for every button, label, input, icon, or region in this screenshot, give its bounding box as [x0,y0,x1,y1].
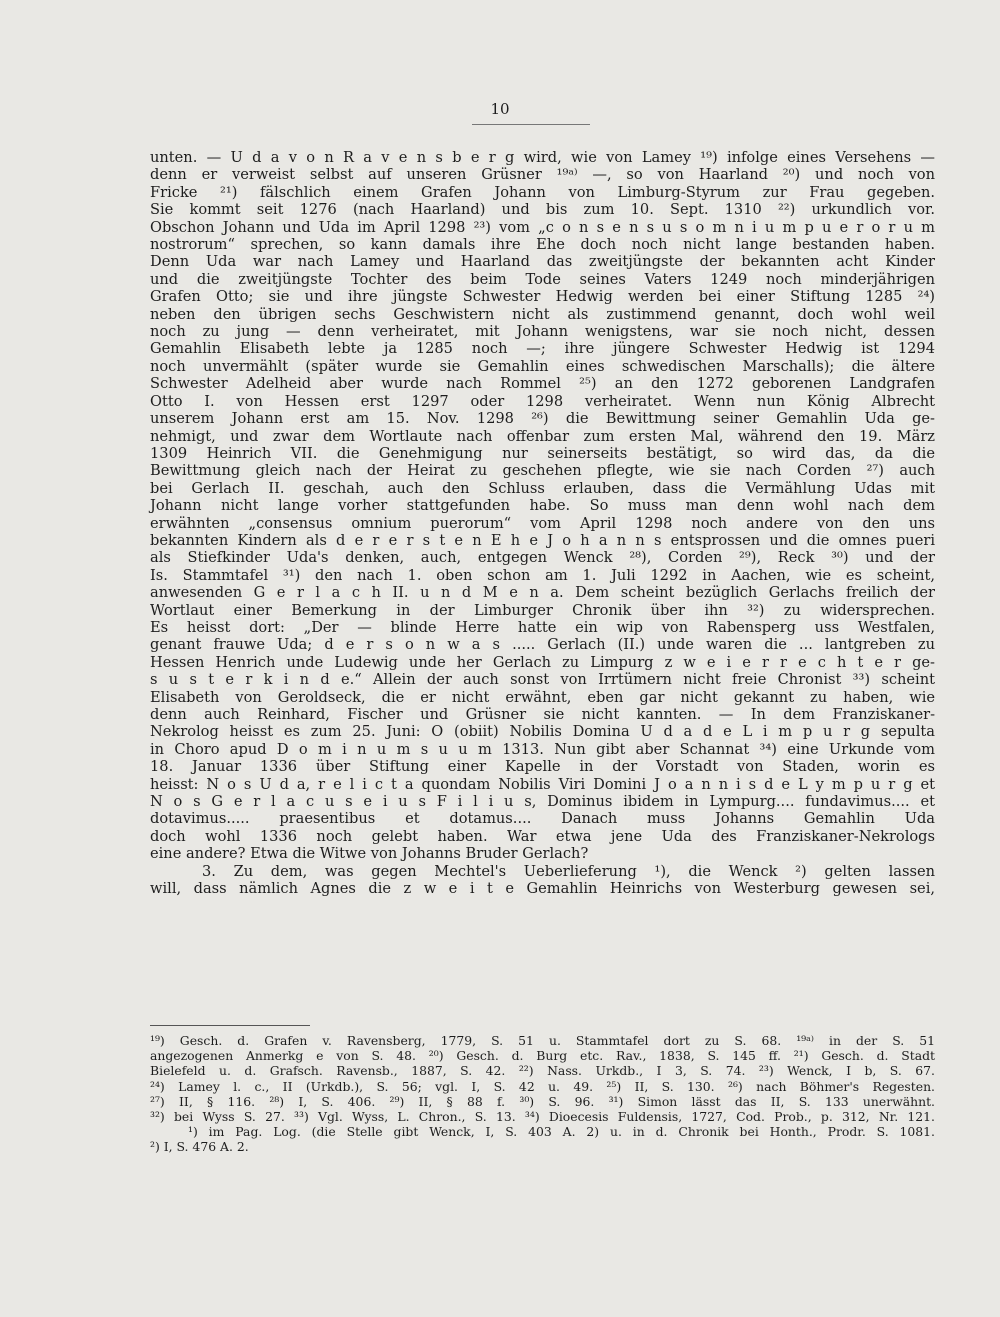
text-line: nostrorum“ sprechen, so kann damals ihre Ehe doch noch nicht lange bestanden haben. [150,236,935,254]
text-line: noch zu jung — denn verheiratet, mit Johann wenigstens, war sie noch nicht, dessen [150,323,935,341]
text-line: Otto I. von Hessen erst 1297 oder 1298 verheiratet. Wenn nun König Albrecht [150,392,935,410]
footnote-line: Bielefeld u. d. Grafsch. Ravensb., 1887, S. 42. ²²) Nass. Urkdb., I 3, S. 74. ²³) Wenck, I b, S. 67. [150,1063,935,1079]
text-line: genant frauwe Uda; d e r s o n w a s ..... Gerlach (II.) unde waren die ... lantgreben zu [150,636,935,654]
footnote-line: ²⁴) Lamey l. c., II (Urkdb.), S. 56; vgl. I, S. 42 u. 49. ²⁵) II, S. 130. ²⁶) nach Böhmer's Regesten. [150,1078,935,1094]
text-line: Fricke ²¹) fälschlich einem Grafen Johann von Limburg-Styrum zur Frau gegeben. [150,183,935,201]
text-line: erwähnten „consensus omnium puerorum“ vom April 1298 noch andere von den uns [150,514,935,532]
footnote-line: ²) I, S. 476 A. 2. [150,1139,249,1155]
text-line: Grafen Otto; sie und ihre jüngste Schwester Hedwig werden bei einer Stiftung 1285 ²⁴) [150,288,935,306]
text-line: Es heisst dort: „Der — blinde Herre hatte ein wip von Rabensperg uss Westfalen, [150,618,935,636]
text-line: dotavimus..... praesentibus et dotamus.... Danach muss Johanns Gemahlin Uda [150,810,935,828]
text-line: 1309 Heinrich VII. die Genehmigung nur seinerseits bestätigt, so wird das, da die [150,444,935,462]
text-line: noch unvermählt (später wurde sie Gemahlin eines schwedischen Marschalls); die ältere [150,357,935,375]
text-line: Sie kommt seit 1276 (nach Haarland) und bis zum 10. Sept. 1310 ²²) urkundlich vor. [150,201,935,219]
footnote-line: ¹⁹) Gesch. d. Grafen v. Ravensberg, 1779, S. 51 u. Stammtafel dort zu S. 68. ¹⁹ᵃ⁾ in der S. 51 [150,1033,935,1048]
text-line: N o s G e r l a c u s e i u s F i l i u s, Dominus ibidem in Lympurg.... fundavimus.... et [150,793,935,811]
footnote-line: angezogenen Anmerkg e von S. 48. ²⁰) Gesch. d. Burg etc. Rav., 1838, S. 145 ff. ²¹) Gesch. d. Stadt [150,1048,935,1064]
text-line: Denn Uda war nach Lamey und Haarland das zweitjüngste der bekannten acht Kinder [150,253,935,271]
text-line: bekannten Kindern als d e r e r s t e n E h e J o h a n n s entsprossen und die omnes pueri [150,531,935,549]
text-line: als Stiefkinder Uda's denken, auch, entgegen Wenck ²⁸), Corden ²⁹), Reck ³⁰) und der [150,549,935,567]
text-line: Schwester Adelheid aber wurde nach Rommel ²⁵) an den 1272 geborenen Landgrafen [150,375,935,393]
text-line: s u s t e r k i n d e.“ Allein der auch sonst von Irrtümern nicht freie Chronist ³³) scheint [150,671,935,689]
text-line: Gemahlin Elisabeth lebte ja 1285 noch —; ihre jüngere Schwester Hedwig ist 1294 [150,340,935,358]
page-number-rule [472,124,590,125]
text-line: eine andere? Etwa die Witwe von Johanns Bruder Gerlach? [150,845,589,863]
footnote-line: ¹) im Pag. Log. (die Stelle gibt Wenck, I, S. 403 A. 2) u. in d. Chronik bei Honth., Prodr. S. 1081. [188,1124,935,1140]
text-line: 18. Januar 1336 über Stiftung einer Kapelle in der Vorstadt von Staden, worin es [150,758,935,776]
text-line: Johann nicht lange vorher stattgefunden habe. So muss man denn wohl nach dem [150,497,935,515]
text-line: bei Gerlach II. geschah, auch den Schluss erlauben, dass die Vermählung Udas mit [150,479,935,497]
text-line: und die zweitjüngste Tochter des beim Tode seines Vaters 1249 noch minderjährigen [150,270,935,288]
page-number: 10 [490,100,510,118]
text-line: Nekrolog heisst es zum 25. Juni: O (obiit) Nobilis Domina U d a d e L i m p u r g sepulta [150,723,935,741]
text-line: Elisabeth von Geroldseck, die er nicht erwähnt, eben gar nicht gekannt zu haben, wie [150,688,935,706]
text-line: neben den übrigen sechs Geschwistern nicht als zustimmend genannt, doch wohl weil [150,305,935,323]
text-line: anwesenden G e r l a c h II. u n d M e n a. Dem scheint bezüglich Gerlachs freilich der [150,584,935,602]
footnote-line: ³²) bei Wyss S. 27. ³³) Vgl. Wyss, L. Chron., S. 13. ³⁴) Dioecesis Fuldensis, 1727, Cod. Prob., p. 312, Nr. 121. [150,1109,935,1125]
text-line: 3. Zu dem, was gegen Mechtel's Ueberlieferung ¹), die Wenck ²) gelten lassen [202,862,935,880]
footnote-line: ²⁷) II, § 116. ²⁸) I, S. 406. ²⁹) II, § 88 f. ³⁰) S. 96. ³¹) Simon lässt das II, S. 133 unerwähnt. [150,1093,935,1109]
main-text [150,149,935,897]
text-line: Wortlaut einer Bemerkung in der Limburger Chronik über ihn ³²) zu widersprechen. [150,601,935,619]
footnotes [150,1033,935,1155]
text-line: Bewittmung gleich nach der Heirat zu geschehen pflegte, wie sie nach Corden ²⁷) auch [150,462,935,480]
text-line: doch wohl 1336 noch gelebt haben. War etwa jene Uda des Franziskaner-Nekrologs [150,827,935,845]
text-line: unten. — U d a v o n R a v e n s b e r g wird, wie von Lamey ¹⁹) infolge eines Versehens — [150,149,935,166]
text-line: denn auch Reinhard, Fischer und Grüsner sie nicht kannten. — In dem Franziskaner- [150,706,935,723]
text-line: nehmigt, und zwar dem Wortlaute nach offenbar zum ersten Mal, während den 19. März [150,427,935,445]
text-line: Obschon Johann und Uda im April 1298 ²³) vom „c o n s e n s u s o m n i u m p u e r o r u m [150,218,935,236]
text-line: unserem Johann erst am 15. Nov. 1298 ²⁶) die Bewittmung seiner Gemahlin Uda ge- [150,410,935,428]
text-line: Is. Stammtafel ³¹) den nach 1. oben schon am 1. Juli 1292 in Aachen, wie es scheint, [150,566,935,584]
text-line: will, dass nämlich Agnes die z w e i t e Gemahlin Heinrichs von Westerburg gewesen sei, [150,880,935,898]
text-line: denn er verweist selbst auf unseren Grüsner ¹⁹ᵃ⁾ —, so von Haarland ²⁰) und noch von [150,166,935,184]
text-line: in Choro apud D o m i n u m s u u m 1313. Nun gibt aber Schannat ³⁴) eine Urkunde vom [150,740,935,758]
footnote-rule [150,1025,310,1026]
text-line: heisst: N o s U d a, r e l i c t a quondam Nobilis Viri Domini J o a n n i s d e L y m p u r g et [150,775,935,793]
text-line: Hessen Henrich unde Ludewig unde her Gerlach zu Limpurg z w e i e r r e c h t e r ge- [150,653,935,671]
